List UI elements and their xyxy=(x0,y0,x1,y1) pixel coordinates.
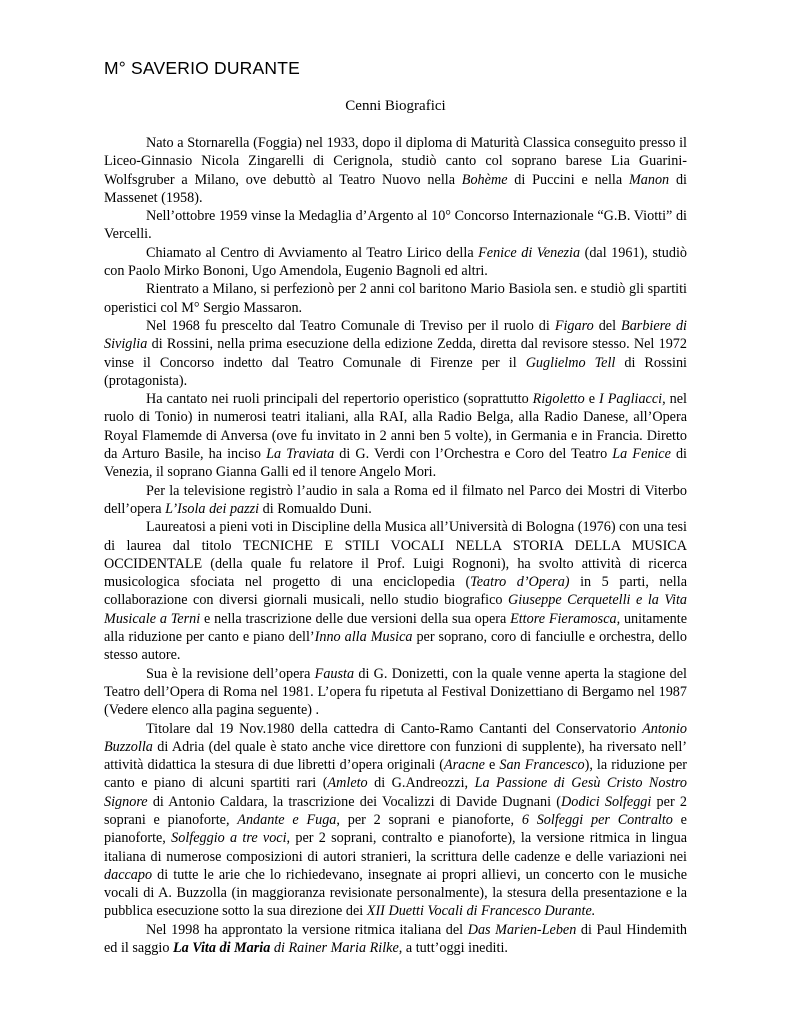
italic-text: Manon xyxy=(628,171,670,188)
paragraph xyxy=(104,207,687,244)
text-run: unitamente alla riduzione per canto e piano dell’ xyxy=(104,610,687,646)
italic-text: L’Isola dei pazzi xyxy=(165,500,260,517)
italic-text: Solfeggio a tre voci xyxy=(171,830,287,847)
text-run: Chiamato al Centro di Avviamento al Teatro Lirico della xyxy=(146,244,479,261)
text-run: , per 2 soprani, contralto e pianoforte), la versione ritmica in lingua italiana di numerose composizioni di autori stranieri, la scrittura delle cadenze e delle variazioni nei xyxy=(104,830,687,865)
italic-text: Andante e Fuga xyxy=(237,811,337,828)
text-run: Titolare dal 19 Nov.1980 della cattedra di Canto-Ramo Cantanti del Conservatorio xyxy=(146,720,643,737)
italic-text: La Traviata xyxy=(266,446,335,463)
paragraph xyxy=(104,482,687,519)
italic-text: daccapo xyxy=(104,866,153,883)
paragraph xyxy=(104,921,687,958)
text-run: di G. Verdi con l’Orchestra e Coro del Teatro xyxy=(334,446,613,463)
text-run: in 5 parti, nella collaborazione con diversi giornali musicali, nello studio biografico xyxy=(104,574,687,609)
italic-text: Giuseppe Cerquetelli e la Vita Musicale a Terni xyxy=(104,592,688,627)
italic-text: Antonio Buzzolla xyxy=(104,720,687,755)
text-run: Nel 1968 fu prescelto dal Teatro Comunale di Treviso per il ruolo di xyxy=(146,317,555,334)
text-run: ), la riduzione per canto e piano di alcuni spartiti rari ( xyxy=(104,757,687,792)
italic-text: XII Duetti Vocali di Francesco Durante. xyxy=(366,903,596,920)
italic-text: di Rainer Maria Rilke, xyxy=(273,940,403,957)
italic-text: Ettore Fieramosca, xyxy=(510,610,621,627)
text-run: , nel ruolo di Tonio) in numerosi teatri italiani, alla RAI, alla Radio Belga, alla Radio Danese, all’Opera Royal Flamemde di Anversa (ove fu invitato in 2 anni ben 5 volte), in Germania e in Francia. Diretto da Arturo Basile, ha inciso xyxy=(104,391,687,463)
text-run: e xyxy=(484,757,500,774)
italic-text: Aracne xyxy=(443,757,485,774)
text-run: di G.Andreozzi, xyxy=(367,775,475,792)
italic-text: Rigoletto xyxy=(532,391,585,408)
italic-text: San Francesco xyxy=(499,757,585,774)
text-run: di Rossini (protagonista). xyxy=(104,354,687,389)
text-run: di Venezia, il soprano Gianna Galli ed il tenore Angelo Mori. xyxy=(104,446,687,481)
italic-text: Inno alla Musica xyxy=(314,629,413,646)
italic-text: Figaro xyxy=(554,317,594,334)
text-run: a tutt’oggi inediti. xyxy=(402,940,508,957)
text-run: di Paul Hindemith ed il saggio xyxy=(104,921,687,957)
text-run: Sua è la revisione dell’opera xyxy=(146,665,315,682)
italic-text: Teatro d’Opera) xyxy=(470,574,570,591)
text-run: Rientrato a Milano, si perfezionò per 2 anni col baritono Mario Basiola sen. e studiò gli spartiti operistici col M° Sergio Massaron. xyxy=(104,281,687,316)
text-run: di Romualdo Duni. xyxy=(259,500,372,517)
text-run: Nell’ottobre 1959 vinse la Medaglia d’Argento al 10° Concorso Internazionale “G.B. Viotti” di Vercelli. xyxy=(104,208,687,243)
italic-text: Dodici Solfeggi xyxy=(561,793,652,810)
text-run: del xyxy=(593,317,622,334)
paragraph xyxy=(104,390,687,481)
text-run: e pianoforte, xyxy=(104,811,687,847)
paragraph xyxy=(104,518,687,664)
paragraph xyxy=(104,134,687,207)
italic-text: Bohème xyxy=(461,171,508,188)
italic-text: Fenice di Venezia xyxy=(478,244,581,261)
text-run: Nel 1998 ha approntato la versione ritmica italiana del xyxy=(146,921,468,938)
paragraph xyxy=(104,244,687,281)
text-run: di Adria (del quale è stato anche vice direttore con funzioni di supplente), ha riversato nell’ attività didattica la stesura di due libretti d’opera originali ( xyxy=(104,738,687,774)
text-run: , per 2 soprani e pianoforte, xyxy=(336,811,522,828)
paragraph xyxy=(104,280,687,317)
italic-text: La Passione di Gesù Cristo Nostro Signore xyxy=(104,775,688,810)
text-run: Nato a Stornarella (Foggia) nel 1933, dopo il diploma di Maturità Classica conseguito presso il Liceo-Ginnasio Nicola Zingarelli di Cerignola, studiò canto col soprano barese Lia Guarini-Wolfsgruber a Milano, ove debuttò al Teatro Nuovo nella xyxy=(104,135,687,188)
italic-text: 6 Solfeggi per Contralto xyxy=(521,811,673,828)
italic-text: Amleto xyxy=(327,775,368,792)
text-run: di Puccini e nella xyxy=(507,171,629,188)
paragraph xyxy=(104,317,687,390)
text-run: (dal 1961), studiò con Paolo Mirko Bononi, Ugo Amendola, Eugenio Bagnoli ed altri. xyxy=(104,244,688,280)
text-run: e xyxy=(584,391,599,408)
italic-text: Fausta xyxy=(314,665,355,682)
italic-text: La Vita di Maria xyxy=(172,940,271,957)
author-heading: M° SAVERIO DURANTE xyxy=(104,58,300,78)
text-run: Ha cantato nei ruoli principali del repertorio operistico (soprattutto xyxy=(146,391,533,408)
biography-body xyxy=(104,134,687,957)
text-run: di Massenet (1958). xyxy=(104,171,687,206)
italic-text: I Pagliacci xyxy=(599,391,663,408)
text-run: Laureatosi a pieni voti in Discipline della Musica all’Università di Bologna (1976) con una tesi di laurea dal titolo TECNICHE E STILI VOCALI NELLA STORIA DELLA MUSICA OCCIDENTALE (della quale fu relatore il Prof. Luigi Rognoni), ha svolto attività di ricerca musicologica sfociata nel progetto di una enciclopedia ( xyxy=(104,519,687,591)
text-run: per 2 soprani e pianoforte, xyxy=(104,793,687,828)
text-run: di Antonio Caldara, la trascrizione dei Vocalizzi di Davide Dugnani ( xyxy=(147,793,562,810)
paragraph xyxy=(104,720,687,921)
text-run: di Rossini, nella prima esecuzione della edizione Zedda, diretta dal revisore stesso. Nel 1972 vinse il Concorso indetto dal Teatro Comunale di Firenze per il xyxy=(104,336,687,371)
italic-text: Das Marien-Leben xyxy=(467,921,577,938)
document-subtitle: Cenni Biografici xyxy=(345,98,446,114)
paragraph xyxy=(104,665,687,720)
italic-text: Barbiere di Siviglia xyxy=(104,317,687,353)
text-run: Per la televisione registrò l’audio in sala a Roma ed il filmato nel Parco dei Mostri di Viterbo dell’opera xyxy=(104,482,687,517)
italic-text: La Fenice xyxy=(612,446,671,463)
text-run: e nella trascrizione delle due versioni della sua opera xyxy=(200,610,511,627)
italic-text: Guglielmo Tell xyxy=(525,354,616,371)
text-run: di G. Donizetti, con la quale venne aperta la stagione del Teatro dell’Opera di Roma nel 1981. L’opera fu ripetuta al Festival Donizettiano di Bergamo nel 1987 (Vedere elenco alla pagina seguente) . xyxy=(104,665,687,719)
text-run: per soprano, coro di fanciulle e orchestra, dello stesso autore. xyxy=(104,629,688,664)
text-run: di tutte le arie che lo richiedevano, insegnate ai propri allievi, un concerto con le musiche vocali di A. Buzzolla (in maggioranza revisionate personalmente), la stesura della presentazione e la pubblica esecuzione sotto la sua direzione dei xyxy=(104,866,687,920)
